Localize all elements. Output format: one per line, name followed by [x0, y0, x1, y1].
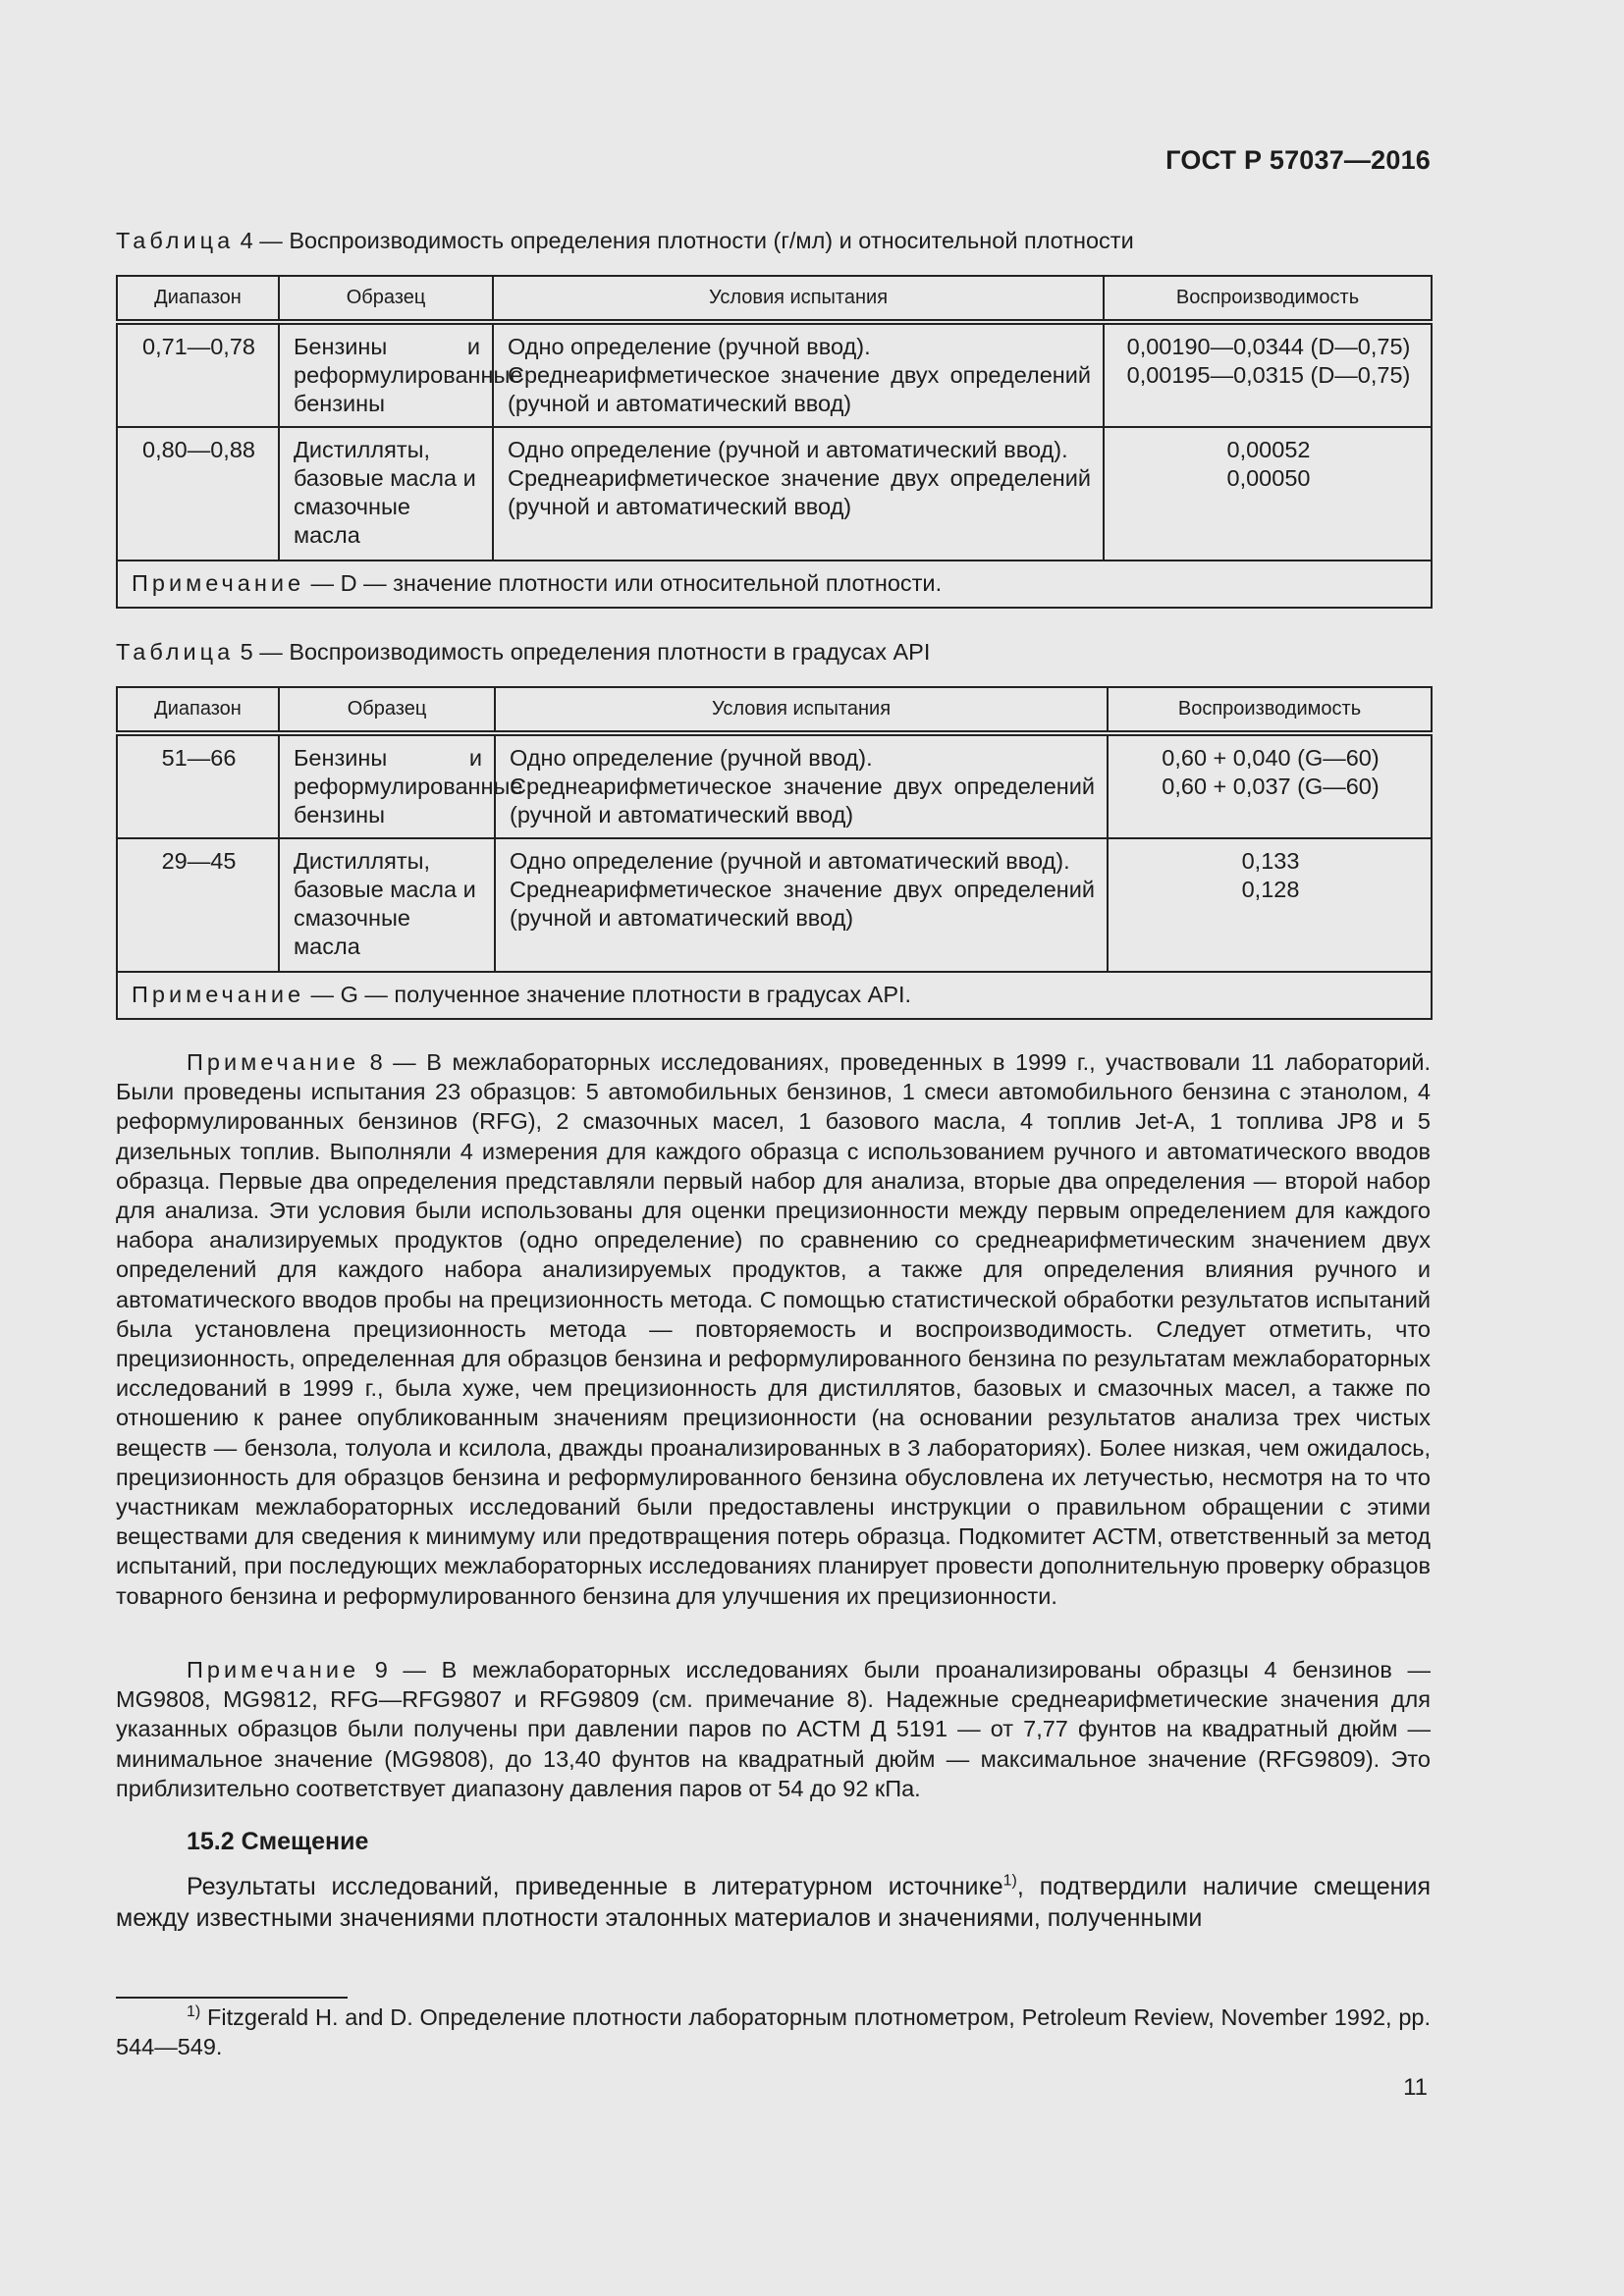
- table-row: [117, 322, 1432, 427]
- table4-col-range: Диапазон: [117, 276, 279, 322]
- table4-caption-label: Таблица: [116, 228, 235, 253]
- table5-col-reproducibility: Воспроизводимость: [1108, 687, 1432, 733]
- range-cell: 29—45: [117, 838, 279, 972]
- note-8: [116, 1047, 1431, 1611]
- range-cell: 0,80—0,88: [117, 427, 279, 561]
- reproducibility-value: 0,00052: [1226, 437, 1311, 462]
- page-number: 11: [1403, 2074, 1428, 2101]
- condition-line: Одно определение (ручной и автоматический ввод).: [508, 437, 1068, 462]
- table4-col-conditions: Условия испытания: [493, 276, 1104, 322]
- table5: [116, 686, 1433, 1020]
- condition-line: Среднеарифметическое значение двух определений (ручной и автоматический ввод): [508, 465, 1091, 519]
- reproducibility-value: 0,60 + 0,040 (G—60): [1162, 745, 1380, 771]
- sample-cell: Дистилляты, базовые масла и смазочные масла: [279, 838, 495, 972]
- reproducibility-cell: [1104, 322, 1432, 427]
- condition-line: Одно определение (ручной ввод).: [508, 334, 871, 359]
- condition-line: Одно определение (ручной ввод).: [510, 745, 873, 771]
- footnote-text: Fitzgerald H. and D. Определение плотности лабораторным плотнометром, Petroleum Review, November 1992, pp. 544—549.: [116, 2004, 1431, 2059]
- range-cell: 0,71—0,78: [117, 322, 279, 427]
- table4-note-row: [117, 561, 1432, 608]
- sample-cell: Дистилляты, базовые масла и смазочные масла: [279, 427, 493, 561]
- reproducibility-value: 0,00050: [1226, 465, 1311, 491]
- table4-caption-text: 4 — Воспроизводимость определения плотности (г/мл) и относительной плотности: [234, 228, 1134, 253]
- range-cell: 51—66: [117, 733, 279, 838]
- section-heading: 15.2 Смещение: [187, 1828, 369, 1855]
- table5-col-range: Диапазон: [117, 687, 279, 733]
- reproducibility-value: 0,133: [1241, 848, 1300, 874]
- reproducibility-cell: [1108, 838, 1432, 972]
- table5-note: [117, 972, 1432, 1019]
- table5-caption: [116, 639, 930, 666]
- section-text-before: Результаты исследований, приведенные в литературном источнике: [187, 1873, 1003, 1900]
- table4-caption: [116, 228, 1134, 254]
- footnote-reference: 1): [1002, 1872, 1017, 1890]
- table5-header-row: [117, 687, 1432, 733]
- table4-note-label: Примечание: [132, 570, 305, 596]
- table-row: [117, 838, 1432, 972]
- table5-note-row: [117, 972, 1432, 1019]
- table5-col-conditions: Условия испытания: [495, 687, 1108, 733]
- note-8-label: Примечание: [187, 1049, 360, 1075]
- table5-caption-label: Таблица: [116, 639, 235, 665]
- footnote-divider: [116, 1997, 348, 1999]
- conditions-cell: [495, 733, 1108, 838]
- table5-caption-text: 5 — Воспроизводимость определения плотности в градусах API: [234, 639, 931, 665]
- condition-line: Среднеарифметическое значение двух определений (ручной и автоматический ввод): [510, 774, 1095, 828]
- footnote: [116, 2002, 1431, 2061]
- condition-line: Среднеарифметическое значение двух определений (ручной и автоматический ввод): [510, 877, 1095, 931]
- note-9: [116, 1655, 1431, 1803]
- table4-header-row: [117, 276, 1432, 322]
- table5-col-sample: Образец: [279, 687, 495, 733]
- reproducibility-value: 0,00195—0,0315 (D—0,75): [1126, 362, 1411, 388]
- table4-note-text: — D — значение плотности или относительной плотности.: [304, 570, 943, 596]
- table4: [116, 275, 1433, 609]
- note-9-text: 9 — В межлабораторных исследованиях были проанализированы образцы 4 бензинов — MG9808, MG9812, RFG—RFG9807 и RFG9809 (см. примечание 8). Надежные среднеарифметические значения для указанных образцов были получены при давлении паров по АСТМ Д 5191 — от 7,77 фунтов на квадратный дюйм — минимальное значение (MG9808), до 13,40 фунтов на квадратный дюйм — максимальное значение (RFG9809). Это приблизительно соответствует диапазону давления паров от 54 до 92 кПа.: [116, 1657, 1431, 1801]
- reproducibility-cell: [1104, 427, 1432, 561]
- condition-line: Среднеарифметическое значение двух определений (ручной и автоматический ввод): [508, 362, 1091, 416]
- reproducibility-value: 0,128: [1241, 877, 1300, 902]
- document-id: ГОСТ Р 57037—2016: [1165, 145, 1431, 175]
- table-row: [117, 733, 1432, 838]
- reproducibility-value: 0,60 + 0,037 (G—60): [1162, 774, 1380, 799]
- conditions-cell: [495, 838, 1108, 972]
- reproducibility-value: 0,00190—0,0344 (D—0,75): [1126, 334, 1411, 359]
- sample-cell: Бензины и реформулированные бензины: [279, 322, 493, 427]
- table4-col-reproducibility: Воспроизводимость: [1104, 276, 1432, 322]
- table4-col-sample: Образец: [279, 276, 493, 322]
- table-row: [117, 427, 1432, 561]
- section-paragraph: [116, 1871, 1431, 1934]
- table5-note-text: — G — полученное значение плотности в градусах API.: [304, 982, 912, 1007]
- condition-line: Одно определение (ручной и автоматический ввод).: [510, 848, 1070, 874]
- note-8-text: 8 — В межлабораторных исследованиях, проведенных в 1999 г., участвовали 11 лабораторий. Были проведены испытания 23 образцов: 5 автомобильных бензинов, 1 смеси автомобильного бензина с этанолом, 4 реформулированных бензинов (RFG), 2 смазочных масел, 1 базового масла, 4 топлив Jet-A, 1 топлива JP8 и 5 дизельных топлив. Выполняли 4 измерения для каждого образца с использованием ручного и автоматического вводов образца. Первые два определения представляли первый набор для анализа, вторые два определения — второй набор для анализа. Эти условия были использованы для оценки прецизионности между первым определением для каждого набора анализируемых продуктов (одно определение) по сравнению со среднеарифметическим значением двух определений для каждого набора анализируемых продуктов, а также для определения влияния ручного и автоматического вводов пробы на прецизионность метода. С помощью статистической обработки результатов испытаний была установлена прецизионность метода — повторяемость и воспроизводимость. Следует отметить, что прецизионность, определенная для образцов бензина и реформулированного бензина по результатам межлабораторных исследований в 1999 г., была хуже, чем прецизионность для дистиллятов, базовых и смазочных масел, а также по отношению к ранее опубликованным значениям прецизионности (на основании результатов анализа трех чистых веществ — бензола, толуола и ксилола, дважды проанализированных в 3 лабораториях). Более низкая, чем ожидалось, прецизионность для образцов бензина и реформулированного бензина обусловлена их летучестью, несмотря на то что участникам межлабораторных исследований были предоставлены инструкции о правильном обращении с этими веществами для сведения к минимуму или предотвращения потерь образца. Подкомитет АСТМ, ответственный за метод испытаний, при последующих межлабораторных исследованиях планирует провести дополнительную проверку образцов товарного бензина и реформулированного бензина для улучшения их прецизионности.: [116, 1049, 1431, 1609]
- conditions-cell: [493, 427, 1104, 561]
- table4-note: [117, 561, 1432, 608]
- sample-cell: Бензины и реформулированные бензины: [279, 733, 495, 838]
- table5-note-label: Примечание: [132, 982, 305, 1007]
- note-9-label: Примечание: [187, 1657, 360, 1682]
- conditions-cell: [493, 322, 1104, 427]
- section-text-after: , подтвердили наличие смещения между известными значениями плотности эталонных материалов и значениями, полученными: [116, 1873, 1431, 1932]
- footnote-marker: 1): [187, 2003, 201, 2021]
- reproducibility-cell: [1108, 733, 1432, 838]
